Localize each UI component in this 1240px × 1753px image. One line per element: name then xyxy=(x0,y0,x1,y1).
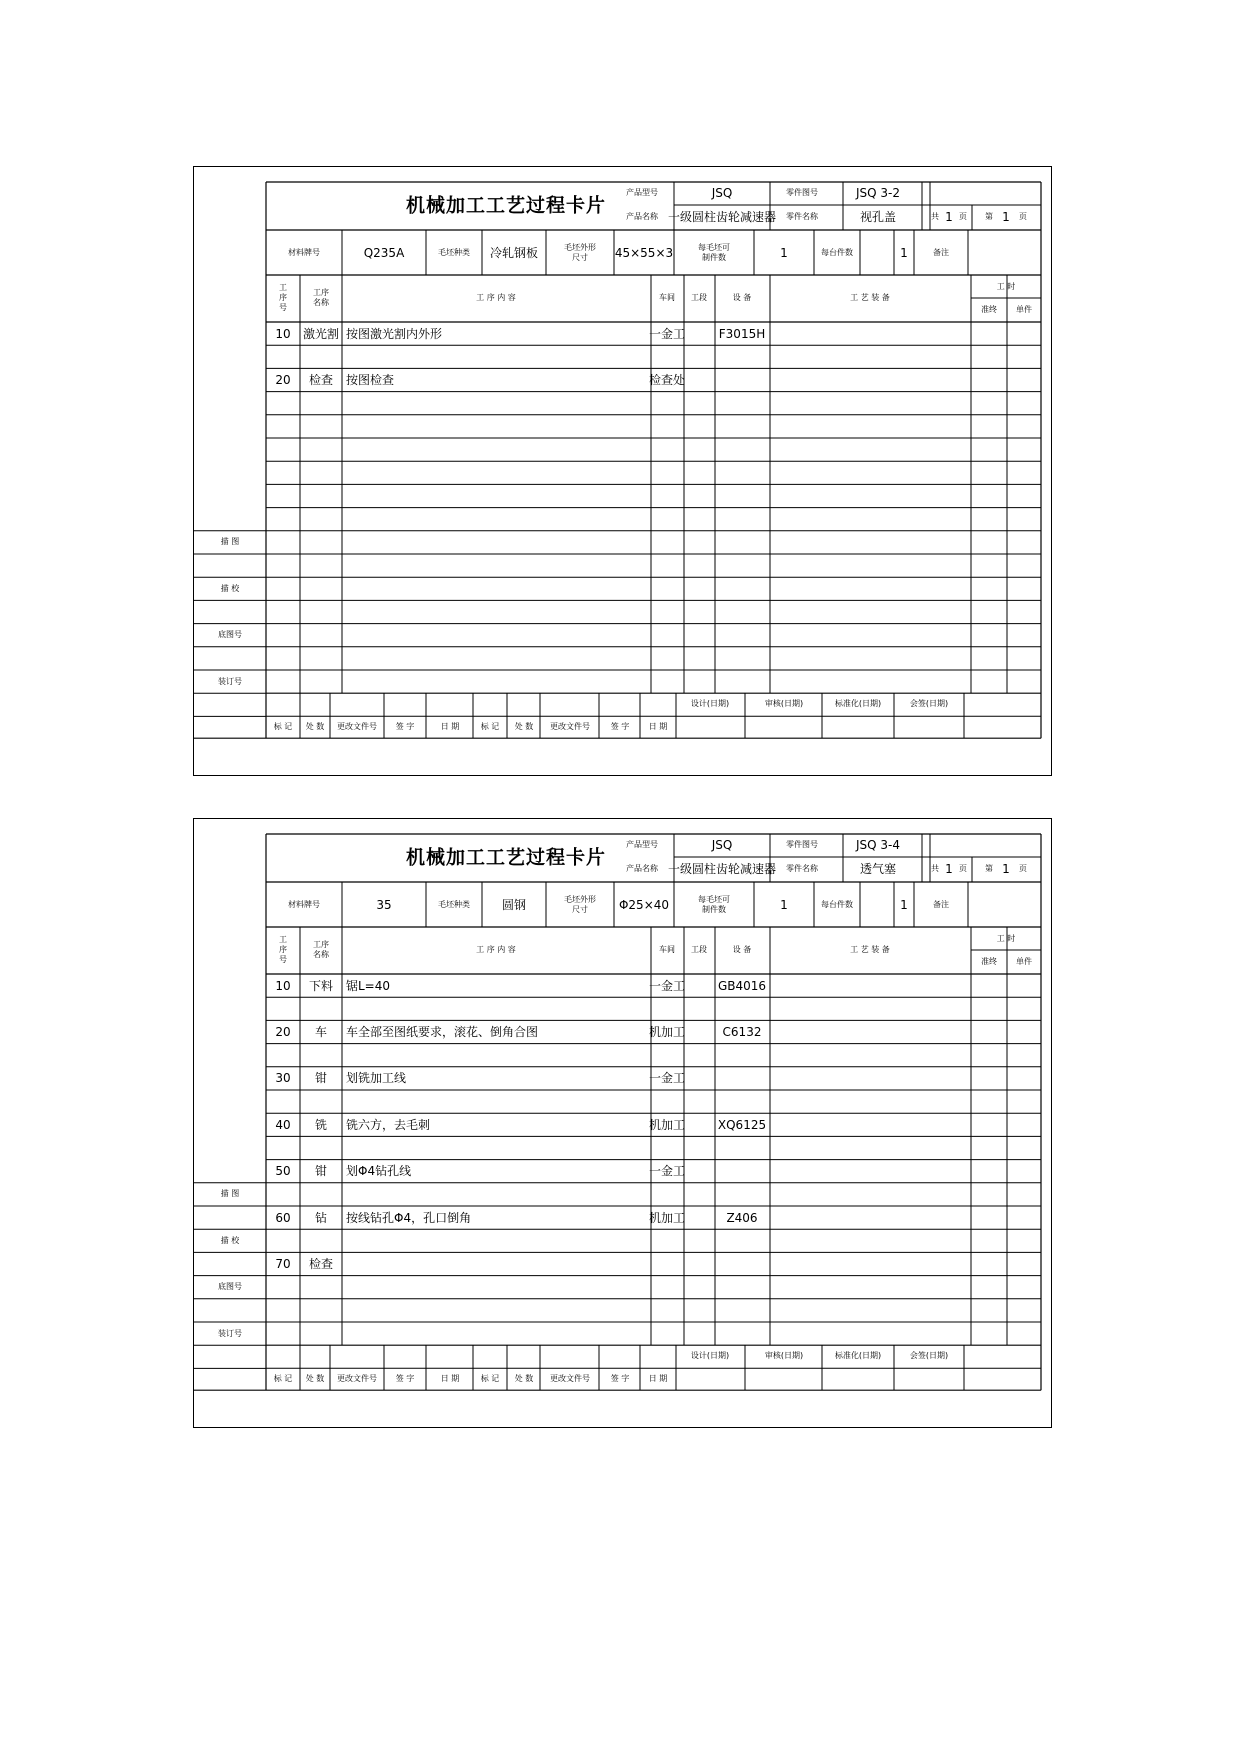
parts-per-unit-label: 每台件数 xyxy=(821,248,853,257)
row-equipment: Z406 xyxy=(726,1210,758,1225)
page-no-value: 1 xyxy=(1002,862,1010,876)
op-name-header: 工序名称 xyxy=(313,288,329,307)
op-no-header: 工序号 xyxy=(279,283,287,312)
row-op-no: 50 xyxy=(275,1164,291,1179)
footer-label: 签 字 xyxy=(610,1374,630,1384)
footer-label: 处 数 xyxy=(305,1374,325,1384)
footer-label: 签 字 xyxy=(610,722,630,732)
blank-size-value: 45×55×3 xyxy=(614,246,674,260)
unit-time-header: 单件 xyxy=(1016,305,1032,314)
parts-per-unit-value: 1 xyxy=(900,246,908,260)
row-workshop: 一金工 xyxy=(648,978,686,993)
row-op-content: 锯L=40 xyxy=(346,978,391,993)
blank-size-label: 毛坯外形尺寸 xyxy=(564,243,596,262)
row-workshop: 检查处 xyxy=(648,373,686,387)
footer-label: 处 数 xyxy=(514,722,534,732)
row-op-name: 车 xyxy=(314,1025,328,1039)
part-name-label: 零件名称 xyxy=(786,864,818,873)
product-name-value: 一级圆柱齿轮减速器 xyxy=(667,210,777,224)
design-date-label: 设计(日期) xyxy=(690,1351,730,1361)
footer-label: 日 期 xyxy=(440,1374,460,1384)
footer-label: 签 字 xyxy=(395,722,415,732)
section-header: 工段 xyxy=(691,293,707,302)
row-op-content: 车全部至图纸要求，滚花、倒角合图 xyxy=(346,1025,539,1039)
part-drawing-no-value: JSQ 3-2 xyxy=(855,186,901,200)
total-pages-value: 1 xyxy=(945,210,953,224)
product-model-label: 产品型号 xyxy=(626,188,658,197)
row-equipment: XQ6125 xyxy=(717,1117,767,1132)
parts-per-blank-label: 每毛坯可制件数 xyxy=(698,243,730,262)
side-trace-label: 描 图 xyxy=(220,1189,240,1199)
row-op-no: 20 xyxy=(275,373,291,387)
row-workshop: 机加工 xyxy=(648,1025,686,1039)
parts-per-unit-value: 1 xyxy=(900,898,908,912)
prep-time-header: 准终 xyxy=(981,305,997,314)
side-proof-label: 描 校 xyxy=(220,1235,240,1245)
product-name-label: 产品名称 xyxy=(626,864,658,873)
remarks-label: 备注 xyxy=(933,900,949,909)
blank-type-value: 圆钢 xyxy=(501,898,527,912)
footer-label: 签 字 xyxy=(395,1374,415,1384)
total-prefix: 共 xyxy=(931,212,939,221)
product-model-value: JSQ xyxy=(711,838,733,852)
row-workshop: 一金工 xyxy=(648,1164,686,1179)
sign-date-label: 会签(日期) xyxy=(909,699,949,709)
part-drawing-no-label: 零件图号 xyxy=(786,188,818,197)
side-proof-label: 描 校 xyxy=(220,583,240,593)
side-base-no-label: 底图号 xyxy=(218,630,242,640)
equipment-header: 设 备 xyxy=(732,945,752,954)
row-op-no: 70 xyxy=(275,1257,291,1271)
footer-label: 处 数 xyxy=(305,722,325,732)
equipment-header: 设 备 xyxy=(732,293,752,302)
row-op-content: 按图检查 xyxy=(346,373,395,387)
footer-label: 日 期 xyxy=(440,722,460,732)
part-drawing-no-label: 零件图号 xyxy=(786,840,818,849)
total-unit: 页 xyxy=(959,212,967,221)
material-value: 35 xyxy=(376,898,392,912)
tooling-header: 工 艺 装 备 xyxy=(850,945,890,954)
blank-type-label: 毛坯种类 xyxy=(438,900,470,909)
row-op-name: 钻 xyxy=(314,1210,328,1225)
part-name-value: 透气塞 xyxy=(859,862,897,876)
prep-time-header: 准终 xyxy=(981,957,997,966)
row-op-name: 钳 xyxy=(314,1164,328,1179)
row-op-no: 30 xyxy=(275,1071,291,1086)
footer-label: 更改文件号 xyxy=(550,1374,590,1384)
row-op-name: 铣 xyxy=(314,1117,328,1132)
blank-type-value: 冷轧钢板 xyxy=(489,246,539,260)
part-drawing-no-value: JSQ 3-4 xyxy=(855,838,901,852)
op-name-header: 工序名称 xyxy=(313,940,329,959)
total-prefix: 共 xyxy=(931,864,939,873)
row-op-content: 划Φ4钻孔线 xyxy=(346,1164,412,1179)
footer-label: 处 数 xyxy=(514,1374,534,1384)
row-workshop: 一金工 xyxy=(648,326,686,341)
row-op-name: 检查 xyxy=(308,1257,334,1271)
total-pages-value: 1 xyxy=(945,862,953,876)
footer-label: 标 记 xyxy=(273,1374,293,1384)
review-date-label: 审核(日期) xyxy=(764,699,804,709)
card-title: 机械加工工艺过程卡片 xyxy=(405,194,607,217)
row-op-name: 下料 xyxy=(308,978,334,993)
blank-size-label: 毛坯外形尺寸 xyxy=(564,895,596,914)
section-header: 工段 xyxy=(691,945,707,954)
page-prefix: 第 xyxy=(985,212,993,221)
row-op-no: 20 xyxy=(275,1025,291,1039)
footer-label: 更改文件号 xyxy=(337,1374,377,1384)
row-op-name: 激光割 xyxy=(302,326,340,341)
row-op-content: 按图激光割内外形 xyxy=(346,326,443,341)
sign-date-label: 会签(日期) xyxy=(909,1351,949,1361)
footer-label: 更改文件号 xyxy=(337,722,377,732)
card-title: 机械加工工艺过程卡片 xyxy=(405,846,607,869)
side-binding-no-label: 装订号 xyxy=(218,676,242,686)
std-date-label: 标准化(日期) xyxy=(834,1351,882,1361)
work-hours-header: 工 时 xyxy=(996,282,1016,291)
workshop-header: 车间 xyxy=(659,945,675,954)
row-equipment: GB4016 xyxy=(717,978,767,993)
page-prefix: 第 xyxy=(985,864,993,873)
part-name-value: 视孔盖 xyxy=(859,210,897,224)
page-unit: 页 xyxy=(1019,212,1027,221)
row-op-no: 10 xyxy=(275,978,291,993)
row-op-content: 按线钻孔Φ4，孔口倒角 xyxy=(346,1210,472,1225)
material-grade-label: 材料牌号 xyxy=(288,900,320,909)
row-equipment: F3015H xyxy=(718,326,766,341)
row-op-content: 铣六方，去毛刺 xyxy=(346,1117,431,1132)
row-op-name: 钳 xyxy=(314,1071,328,1086)
footer-label: 日 期 xyxy=(648,1374,668,1384)
std-date-label: 标准化(日期) xyxy=(834,699,882,709)
total-unit: 页 xyxy=(959,864,967,873)
op-content-header: 工 序 内 容 xyxy=(476,945,516,954)
page-unit: 页 xyxy=(1019,864,1027,873)
row-op-no: 40 xyxy=(275,1117,291,1132)
design-date-label: 设计(日期) xyxy=(690,699,730,709)
product-model-value: JSQ xyxy=(711,186,733,200)
product-model-label: 产品型号 xyxy=(626,840,658,849)
footer-label: 日 期 xyxy=(648,722,668,732)
footer-label: 更改文件号 xyxy=(550,722,590,732)
process-card-1 xyxy=(193,166,1052,776)
side-base-no-label: 底图号 xyxy=(218,1282,242,1292)
side-binding-no-label: 装订号 xyxy=(218,1328,242,1338)
process-card-2 xyxy=(193,818,1052,1428)
review-date-label: 审核(日期) xyxy=(764,1351,804,1361)
row-workshop: 机加工 xyxy=(648,1117,686,1132)
material-value: Q235A xyxy=(363,246,405,260)
unit-time-header: 单件 xyxy=(1016,957,1032,966)
row-op-name: 检查 xyxy=(308,373,334,387)
row-op-no: 60 xyxy=(275,1210,291,1225)
row-workshop: 一金工 xyxy=(648,1071,686,1086)
footer-label: 标 记 xyxy=(273,722,293,732)
product-name-label: 产品名称 xyxy=(626,212,658,221)
remarks-label: 备注 xyxy=(933,248,949,257)
parts-per-blank-label: 每毛坯可制件数 xyxy=(698,895,730,914)
workshop-header: 车间 xyxy=(659,293,675,302)
footer-label: 标 记 xyxy=(480,1374,500,1384)
parts-per-blank-value: 1 xyxy=(780,246,788,260)
row-workshop: 机加工 xyxy=(648,1210,686,1225)
product-name-value: 一级圆柱齿轮减速器 xyxy=(667,862,777,876)
blank-size-value: Φ25×40 xyxy=(618,898,670,912)
work-hours-header: 工 时 xyxy=(996,934,1016,943)
row-op-content: 划铣加工线 xyxy=(346,1071,407,1086)
tooling-header: 工 艺 装 备 xyxy=(850,293,890,302)
op-no-header: 工序号 xyxy=(279,935,287,964)
row-op-no: 10 xyxy=(275,326,291,341)
op-content-header: 工 序 内 容 xyxy=(476,293,516,302)
parts-per-unit-label: 每台件数 xyxy=(821,900,853,909)
part-name-label: 零件名称 xyxy=(786,212,818,221)
page-no-value: 1 xyxy=(1002,210,1010,224)
blank-type-label: 毛坯种类 xyxy=(438,248,470,257)
row-equipment: C6132 xyxy=(722,1025,762,1039)
parts-per-blank-value: 1 xyxy=(780,898,788,912)
footer-label: 标 记 xyxy=(480,722,500,732)
side-trace-label: 描 图 xyxy=(220,537,240,547)
material-grade-label: 材料牌号 xyxy=(288,248,320,257)
